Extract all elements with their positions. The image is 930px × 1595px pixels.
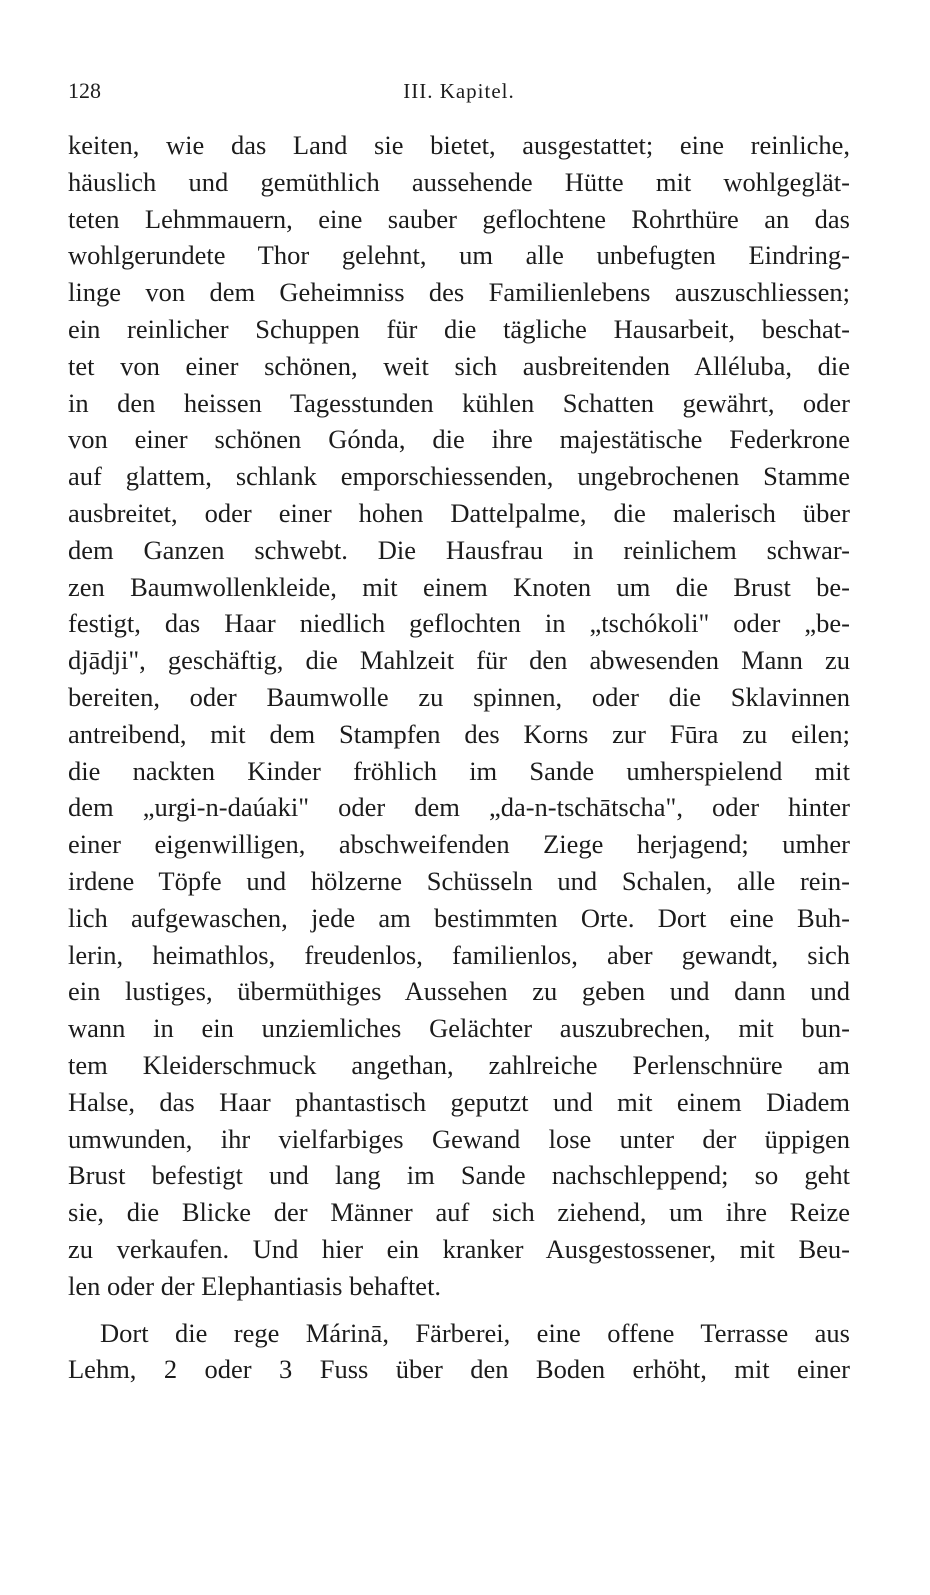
text-line: festigt, das Haar niedlich geflochten in „tschókoli" oder „be- <box>68 608 850 639</box>
text-line: Halse, das Haar phantastisch geputzt und mit einem Diadem <box>68 1086 850 1117</box>
text-line: tet von einer schönen, weit sich ausbreitenden Alléluba, die <box>68 350 850 381</box>
text-line: linge von dem Geheimniss des Familienlebens auszuschliessen; <box>68 277 850 308</box>
text-line: ausbreitet, oder einer hohen Dattelpalme, die malerisch über <box>68 497 850 528</box>
text-line: bereiten, oder Baumwolle zu spinnen, oder die Sklavinnen <box>68 681 850 712</box>
page-number: 128 <box>68 78 101 103</box>
text-line: teten Lehmmauern, eine sauber geflochtene Rohrthüre an das <box>68 203 850 234</box>
text-line: wann in ein unziemliches Gelächter auszubrechen, mit bun- <box>68 1013 850 1044</box>
paragraph-1 <box>68 127 850 1305</box>
text-line: ein reinlicher Schuppen für die tägliche Hausarbeit, beschat- <box>68 313 850 344</box>
text-line: zen Baumwollenkleide, mit einem Knoten um die Brust be- <box>68 571 850 602</box>
paragraph-gap <box>68 1305 850 1315</box>
text-line: len oder der Elephantiasis behaftet. <box>68 1270 442 1301</box>
text-line: dem „urgi-n-daúaki" oder dem „da-n-tschātscha", oder hinter <box>68 792 850 823</box>
text-line: häuslich und gemüthlich aussehende Hütte mit wohlgeglät- <box>68 166 850 197</box>
text-line: keiten, wie das Land sie bietet, ausgestattet; eine reinliche, <box>68 130 850 160</box>
running-head: III. Kapitel. <box>403 79 515 103</box>
text-line: umwunden, ihr vielfarbiges Gewand lose unter der üppigen <box>68 1123 850 1154</box>
text-line: lich aufgewaschen, jede am bestimmten Orte. Dort eine Buh- <box>68 902 850 933</box>
text-line: die nackten Kinder fröhlich im Sande umherspielend mit <box>68 755 850 786</box>
text-line: zu verkaufen. Und hier ein kranker Ausgestossener, mit Beu- <box>68 1233 850 1264</box>
text-line: tem Kleiderschmuck angethan, zahlreiche Perlenschnüre am <box>68 1049 850 1080</box>
text-line: irdene Töpfe und hölzerne Schüsseln und Schalen, alle rein- <box>68 865 850 896</box>
text-line: antreibend, mit dem Stampfen des Korns zur Fūra zu eilen; <box>68 718 850 749</box>
text-line: sie, die Blicke der Männer auf sich ziehend, um ihre Reize <box>68 1197 850 1228</box>
text-line: von einer schönen Gónda, die ihre majestätische Federkrone <box>68 424 850 455</box>
text-line: ein lustiges, übermüthiges Aussehen zu geben und dann und <box>68 976 850 1007</box>
text-line: Lehm, 2 oder 3 Fuss über den Boden erhöht, mit einer <box>68 1354 850 1385</box>
text-line: dem Ganzen schwebt. Die Hausfrau in reinlichem schwar- <box>68 534 850 565</box>
paragraph-2 <box>68 1315 850 1389</box>
text-line: wohlgerundete Thor gelehnt, um alle unbefugten Eindring- <box>68 240 850 271</box>
text-line: einer eigenwilligen, abschweifenden Ziege herjagend; umher <box>68 829 850 860</box>
text-line: auf glattem, schlank emporschiessenden, ungebrochenen Stamme <box>68 461 850 492</box>
text-line: Brust befestigt und lang im Sande nachschleppend; so geht <box>68 1160 850 1191</box>
text-line: djādji", geschäftig, die Mahlzeit für den abwesenden Mann zu <box>68 645 850 676</box>
body-text <box>68 127 850 1388</box>
text-line: in den heissen Tagesstunden kühlen Schatten gewährt, oder <box>68 387 850 418</box>
text-line: lerin, heimathlos, freudenlos, familienlos, aber gewandt, sich <box>68 939 850 970</box>
text-line: Dort die rege Márinā, Färberei, eine offene Terrasse aus <box>100 1317 850 1348</box>
page-header <box>68 74 850 108</box>
